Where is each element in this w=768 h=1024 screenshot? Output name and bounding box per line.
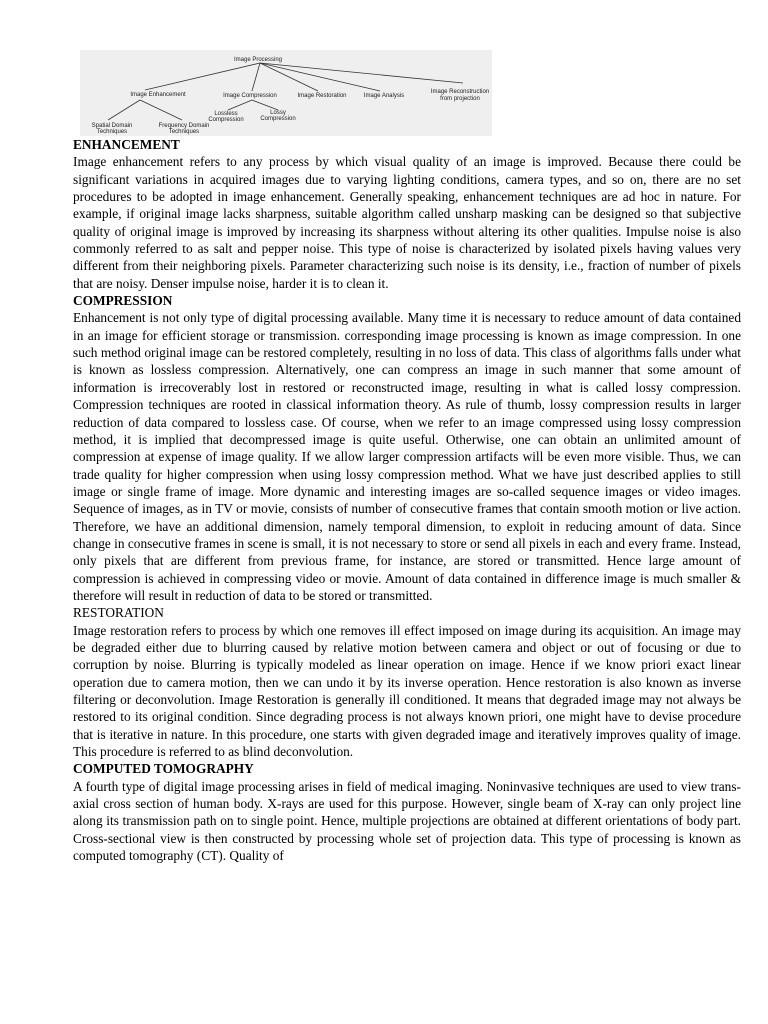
diagram-node-lossless: Lossless [214, 111, 238, 117]
diagram-node-image-reconstruction-line2: from projection [440, 96, 480, 102]
diagram-node-spatial-domain: Spatial Domain [91, 123, 133, 129]
image-processing-tree-diagram [80, 50, 492, 136]
diagram-node-image-restoration: Image Restoration [297, 93, 347, 99]
section-body-computed-tomography: A fourth type of digital image processing arises in field of medical imaging. Noninvasive techniques are used to view trans-axial cross section of human body. X-rays are used for this purpose. However, single beam of X-ray can only project line along its transmission path on to single point. Hence, multiple projections are obtained at different orientations of body part. Cross-sectional view is then constructed by processing whole set of projection data. This type of processing is known as computed tomography (CT). Quality of [73, 778, 741, 864]
diagram-node-spatial-domain-line2: Techniques [96, 129, 128, 135]
diagram-node-lossy-line2: Compression [260, 116, 296, 122]
tree-diagram-svg [80, 50, 492, 136]
section-body-compression: Enhancement is not only type of digital processing available. Many time it is necessary to reduce amount of data contained in an image for efficient storage or transmission. corresponding image processing is known as image compression. In one such method original image can be restored completely, resulting in no loss of data. This class of algorithms falls under what is known as lossless compression. Alternatively, one can compress an image in such manner that some amount of information is irrecoverably lost in restored or reconstructed image, resulting in what is called lossy compression. Compression techniques are rooted in classical information theory. As rule of thumb, lossy compression results in larger reduction of data compared to lossless case. Of course, when we refer to an image compressed using lossy compression method, it is implied that decompressed image is quite useful. Otherwise, one can obtain an unlimited amount of compression at expense of image quality. If we allow larger compression artifacts will be even more visible. Thus, we can trade quality for higher compression when using lossy compression method. What we have just described applies to still image or single frame of image. More dynamic and interesting images are so-called sequence images or video images. Sequence of images, as in TV or movie, consists of number of consecutive frames that contain smooth motion or live action. Therefore, we have an additional dimension, namely temporal dimension, to exploit in reducing amount of data. Since change in consecutive frames in scene is small, it is not necessary to store or send all pixels in each and every frame. Instead, only pixels that are different from previous frame, for instance, are stored or transmitted. Hence large amount of compression is achieved in compressing video or movie. Amount of data contained in difference image is much smaller & therefore will result in reduction of data to be stored or transmitted. [73, 310, 741, 603]
diagram-node-lossless-line2: Compression [208, 117, 244, 123]
section-heading-restoration: RESTORATION [73, 605, 164, 621]
diagram-node-image-enhancement: Image Enhancement [130, 92, 186, 98]
diagram-node-frequency-domain-line2: Techniques [168, 129, 200, 135]
section-enhancement [73, 136, 741, 292]
document-body [73, 136, 741, 864]
section-body-restoration: Image restoration refers to process by which one removes ill effect imposed on image during its acquisition. An image may be degraded either due to blurring caused by relative motion between camera and object or out of focusing or due to corruption by noise. Blurring is typically modeled as linear operation on image. Hence if we know priori exact linear operation due to camera motion, then we can undo it by its inverse operation. Hence restoration is also known as inverse filtering or deconvolution. Image Restoration is generally ill conditioned. It means that degraded image may not always be restored to its original condition. Since degrading process is not always known priori, one might have to devise procedure that is iterative in nature. In this procedure, one starts with given degraded image and iteratively improves quality of image. This procedure is referred to as blind deconvolution. [73, 622, 741, 760]
section-body-enhancement: Image enhancement refers to any process by which visual quality of an image is improved. Because there could be significant variations in acquired images due to varying lighting conditions, camera types, and so on, there are no set procedures to be adopted in image enhancement. Generally speaking, enhancement techniques are ad hoc in nature. For example, if original image lacks sharpness, suitable algorithm called unsharp masking can be designed so that subjective quality of original image is improved by increasing its sharpness without altering its other qualities. Impulse noise is also commonly referred to as salt and pepper noise. This type of noise is characterized by isolated pixels having values very different from their neighboring pixels. Parameter characterizing such noise is its density, i.e., fraction of number of pixels that are noisy. Denser impulse noise, harder it is to clean it. [73, 154, 741, 291]
section-computed-tomography [73, 760, 741, 864]
diagram-node-image-compression: Image Compression [223, 93, 277, 99]
diagram-node-image-reconstruction: Image Reconstruction [430, 89, 490, 95]
diagram-node-lossy: Lossy [270, 110, 286, 116]
section-restoration [73, 604, 741, 760]
section-heading-computed-tomography: COMPUTED TOMOGRAPHY [73, 761, 254, 777]
section-compression [73, 292, 741, 604]
section-heading-compression: COMPRESSION [73, 293, 173, 309]
section-heading-enhancement: ENHANCEMENT [73, 137, 180, 152]
diagram-root-label: Image Processing [233, 57, 283, 63]
diagram-node-image-analysis: Image Analysis [363, 93, 405, 99]
diagram-node-frequency-domain: Frequency Domain [158, 123, 210, 129]
